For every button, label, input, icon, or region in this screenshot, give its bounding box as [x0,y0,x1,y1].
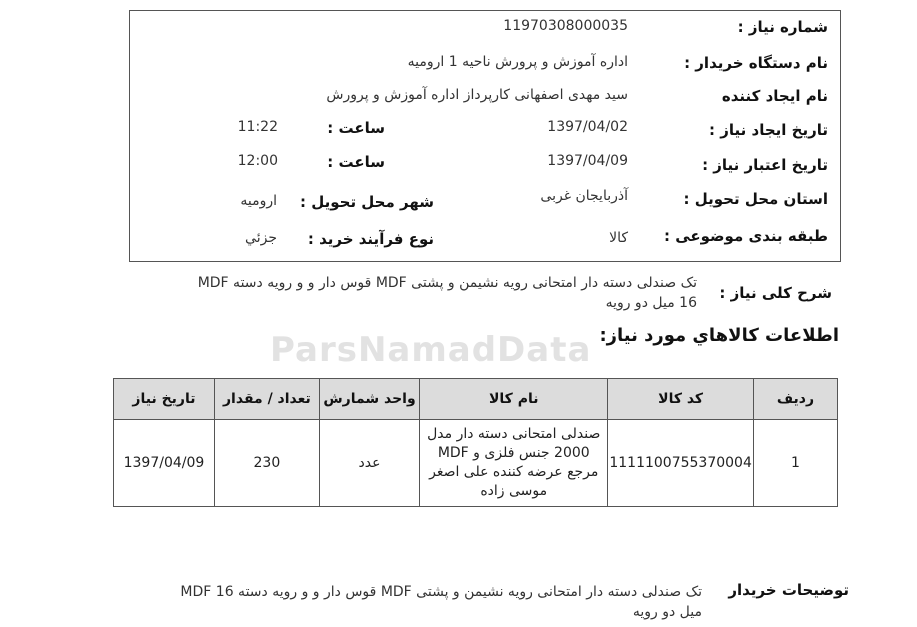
process-label: نوع فرآیند خرید : [307,230,434,248]
buyer-notes-line-2: میل دو رویه [632,604,702,620]
process-value: جزئي [245,230,277,246]
header-date: تاریخ نیاز [114,379,215,420]
cell-code: 1111100755370004 [608,420,754,507]
buyer-notes-line-1: تک صندلی دسته دار امتحانی رویه نشیمن و پشتی MDF قوس دار و و رویه دسته 16 MDF [180,584,702,600]
description-line-2: 16 میل دو رویه [605,295,697,311]
need-info-box [129,10,841,262]
buyer-notes-label: توضیحات خریدار [728,581,849,599]
need-number-label: شماره نیاز : [737,18,828,36]
cell-qty: 230 [214,420,319,507]
description-label: شرح کلی نیاز : [719,284,832,302]
city-value: ارومیه [240,193,277,209]
need-number-value: 11970308000035 [503,18,628,34]
items-table [113,378,838,507]
buyer-notes-text [122,582,702,622]
description-text [137,273,697,313]
category-label: طبقه بندی موضوعی : [664,227,828,245]
create-date-label: تاریخ ایجاد نیاز : [709,121,828,139]
province-value: آذربایجان غربی [540,188,628,204]
section-title: اطلاعات کالاهاي مورد نياز: [599,325,839,346]
header-qty: تعداد / مقدار [214,379,319,420]
description-line-1: تک صندلی دسته دار امتحانی رویه نشیمن و پشتی MDF قوس دار و و رویه دسته MDF [197,275,697,291]
create-time-value: 11:22 [237,119,278,135]
province-label: استان محل تحویل : [683,190,828,208]
buyer-label: نام دستگاه خریدار : [684,54,828,72]
header-code: کد کالا [608,379,754,420]
creator-label: نام ایجاد کننده [721,87,828,105]
cell-row-number: 1 [753,420,837,507]
valid-date-label: تاریخ اعتبار نیاز : [702,156,828,174]
valid-time-value: 12:00 [237,153,278,169]
cell-unit: عدد [319,420,419,507]
valid-time-label: ساعت : [327,153,385,171]
create-time-label: ساعت : [327,119,385,137]
watermark-text: ParsNamadData [270,330,592,370]
city-label: شهر محل تحویل : [299,193,434,211]
create-date-value: 1397/04/02 [547,119,628,135]
header-row-number: ردیف [753,379,837,420]
buyer-value: اداره آموزش و پرورش ناحیه 1 ارومیه [407,54,628,70]
creator-value: سید مهدی اصفهانی کارپرداز اداره آموزش و پرورش [326,87,628,103]
header-name: نام کالا [420,379,608,420]
cell-date: 1397/04/09 [114,420,215,507]
category-value: کالا [609,230,628,246]
valid-date-value: 1397/04/09 [547,153,628,169]
table-row [114,420,838,507]
cell-name: صندلی امتحانی دسته دار مدل 2000 جنس فلزی و MDF مرجع عرضه کننده علی اصغر موسی زاده [420,420,608,507]
header-unit: واحد شمارش [319,379,419,420]
